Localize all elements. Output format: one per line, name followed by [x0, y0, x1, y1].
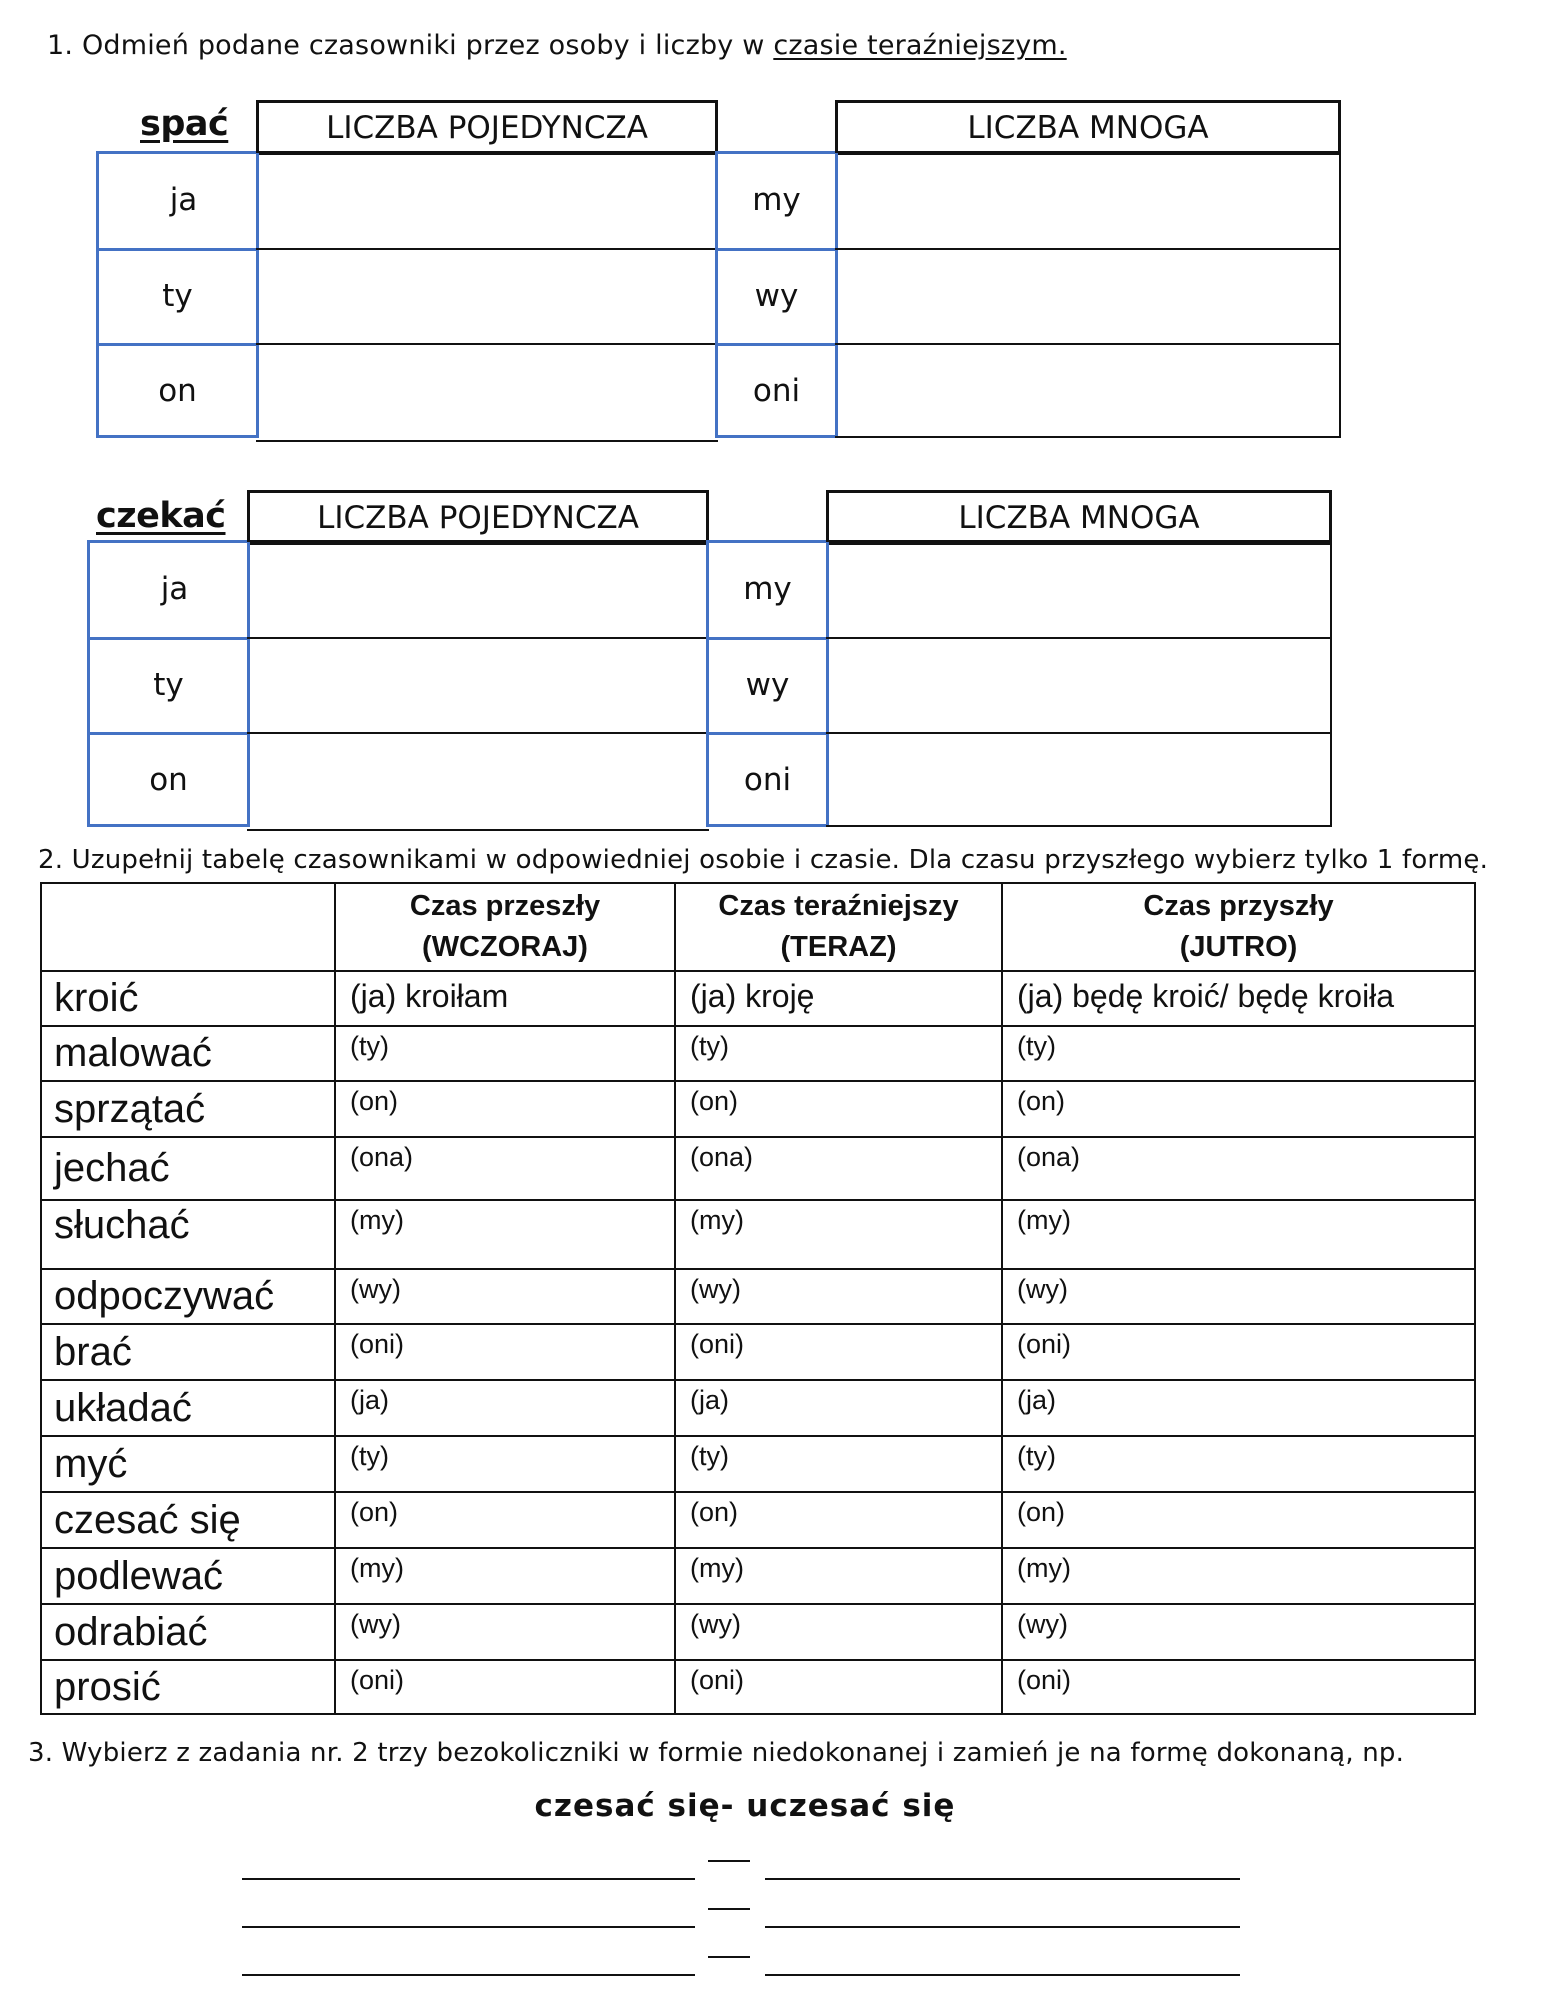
past-cell[interactable]: (my) — [335, 1548, 675, 1604]
present-cell[interactable]: (wy) — [675, 1604, 1002, 1660]
future-cell[interactable]: (oni) — [1002, 1324, 1475, 1380]
verb-tense-table — [40, 882, 1476, 1715]
person-label: ja — [169, 181, 198, 218]
future-cell[interactable]: (oni) — [1002, 1660, 1475, 1714]
past-cell[interactable]: (wy) — [335, 1269, 675, 1324]
task3-instruction: 3. Wybierz z zadania nr. 2 trzy bezokoliczniki w formie niedokonanej i zamień je na formę dokonaną, np. — [28, 1738, 1405, 1768]
present-cell[interactable]: (ty) — [675, 1026, 1002, 1081]
answer-cells-plural[interactable] — [835, 151, 1341, 438]
answer-cells-singular[interactable] — [247, 540, 709, 831]
future-cell[interactable]: (my) — [1002, 1200, 1475, 1269]
past-cell[interactable]: (ja) — [335, 1380, 675, 1436]
past-cell[interactable]: (ona) — [335, 1137, 675, 1200]
answer-cells-plural[interactable] — [826, 540, 1332, 827]
past-cell[interactable]: (oni) — [335, 1324, 675, 1380]
answer-cells-singular[interactable] — [256, 151, 718, 442]
table-row — [41, 1548, 1475, 1604]
past-cell[interactable]: (ty) — [335, 1026, 675, 1081]
verb-cell: odpoczywać — [41, 1269, 335, 1324]
person-label: my — [743, 570, 792, 607]
table-row — [41, 971, 1475, 1026]
past-cell[interactable]: (ja) kroiłam — [335, 971, 675, 1026]
header-future: Czas przyszły (JUTRO) — [1002, 883, 1475, 971]
person-label: on — [158, 372, 197, 409]
person-label: on — [149, 761, 188, 798]
table-row — [41, 1324, 1475, 1380]
verb-cell: myć — [41, 1436, 335, 1492]
verb-cell: prosić — [41, 1660, 335, 1714]
table-row — [41, 1380, 1475, 1436]
plural-header: LICZBA MNOGA — [826, 490, 1332, 545]
person-label: my — [752, 181, 801, 218]
past-cell[interactable]: (wy) — [335, 1604, 675, 1660]
singular-header: LICZBA POJEDYNCZA — [256, 100, 718, 155]
task1-instruction-underlined: czasie teraźniejszym. — [773, 30, 1067, 61]
header-past: Czas przeszły (WCZORAJ) — [335, 883, 675, 971]
future-cell[interactable]: (ja) będę kroić/ będę kroiła — [1002, 971, 1475, 1026]
present-cell[interactable]: (oni) — [675, 1324, 1002, 1380]
verb-cell: układać — [41, 1380, 335, 1436]
future-cell[interactable]: (ty) — [1002, 1026, 1475, 1081]
present-cell[interactable]: (ty) — [675, 1436, 1002, 1492]
header-present: Czas teraźniejszy (TERAZ) — [675, 883, 1002, 971]
person-label: ja — [160, 570, 189, 607]
future-cell[interactable]: (wy) — [1002, 1604, 1475, 1660]
header-row — [41, 883, 1475, 971]
table-row — [41, 1660, 1475, 1714]
verb-cell: odrabiać — [41, 1604, 335, 1660]
table-row — [41, 1269, 1475, 1324]
present-cell[interactable]: (on) — [675, 1081, 1002, 1137]
verb-cell: malować — [41, 1026, 335, 1081]
person-label: ty — [153, 666, 184, 703]
table-row — [41, 1137, 1475, 1200]
verb-cell: słuchać — [41, 1200, 335, 1269]
person-label: wy — [745, 666, 790, 703]
future-cell[interactable]: (my) — [1002, 1548, 1475, 1604]
table-row — [41, 1436, 1475, 1492]
verb-cell: podlewać — [41, 1548, 335, 1604]
future-cell[interactable]: (on) — [1002, 1492, 1475, 1548]
table-row — [41, 1492, 1475, 1548]
verb-cell: kroić — [41, 971, 335, 1026]
present-cell[interactable]: (oni) — [675, 1660, 1002, 1714]
verb-cell: brać — [41, 1324, 335, 1380]
table-row — [41, 1026, 1475, 1081]
present-cell[interactable]: (ona) — [675, 1137, 1002, 1200]
person-label: wy — [754, 277, 799, 314]
task1-instruction: 1. Odmień podane czasowniki przez osoby i liczby w czasie teraźniejszym. — [47, 30, 1067, 61]
present-cell[interactable]: (ja) — [675, 1380, 1002, 1436]
task2-instruction: 2. Uzupełnij tabelę czasownikami w odpowiedniej osobie i czasie. Dla czasu przyszłego wybierz tylko 1 formę. — [38, 845, 1489, 875]
past-cell[interactable]: (oni) — [335, 1660, 675, 1714]
past-cell[interactable]: (on) — [335, 1492, 675, 1548]
verb-cell: czesać się — [41, 1492, 335, 1548]
verb-label: spać — [140, 104, 229, 144]
present-cell[interactable]: (on) — [675, 1492, 1002, 1548]
present-cell[interactable]: (my) — [675, 1200, 1002, 1269]
person-label: oni — [743, 761, 792, 798]
present-cell[interactable]: (wy) — [675, 1269, 1002, 1324]
singular-header: LICZBA POJEDYNCZA — [247, 490, 709, 545]
future-cell[interactable]: (on) — [1002, 1081, 1475, 1137]
future-cell[interactable]: (ty) — [1002, 1436, 1475, 1492]
table-row — [41, 1081, 1475, 1137]
future-cell[interactable]: (ja) — [1002, 1380, 1475, 1436]
past-cell[interactable]: (my) — [335, 1200, 675, 1269]
past-cell[interactable]: (on) — [335, 1081, 675, 1137]
verb-label: czekać — [96, 496, 226, 536]
person-label: oni — [752, 372, 801, 409]
future-cell[interactable]: (ona) — [1002, 1137, 1475, 1200]
present-cell[interactable]: (ja) kroję — [675, 971, 1002, 1026]
plural-header: LICZBA MNOGA — [835, 100, 1341, 155]
verb-cell: sprzątać — [41, 1081, 335, 1137]
table-row — [41, 1200, 1475, 1269]
corner-cell — [41, 883, 335, 971]
verb-cell: jechać — [41, 1137, 335, 1200]
task3-example: czesać się- uczesać się — [534, 1788, 956, 1824]
table-row — [41, 1604, 1475, 1660]
future-cell[interactable]: (wy) — [1002, 1269, 1475, 1324]
present-cell[interactable]: (my) — [675, 1548, 1002, 1604]
past-cell[interactable]: (ty) — [335, 1436, 675, 1492]
person-label: ty — [162, 277, 193, 314]
